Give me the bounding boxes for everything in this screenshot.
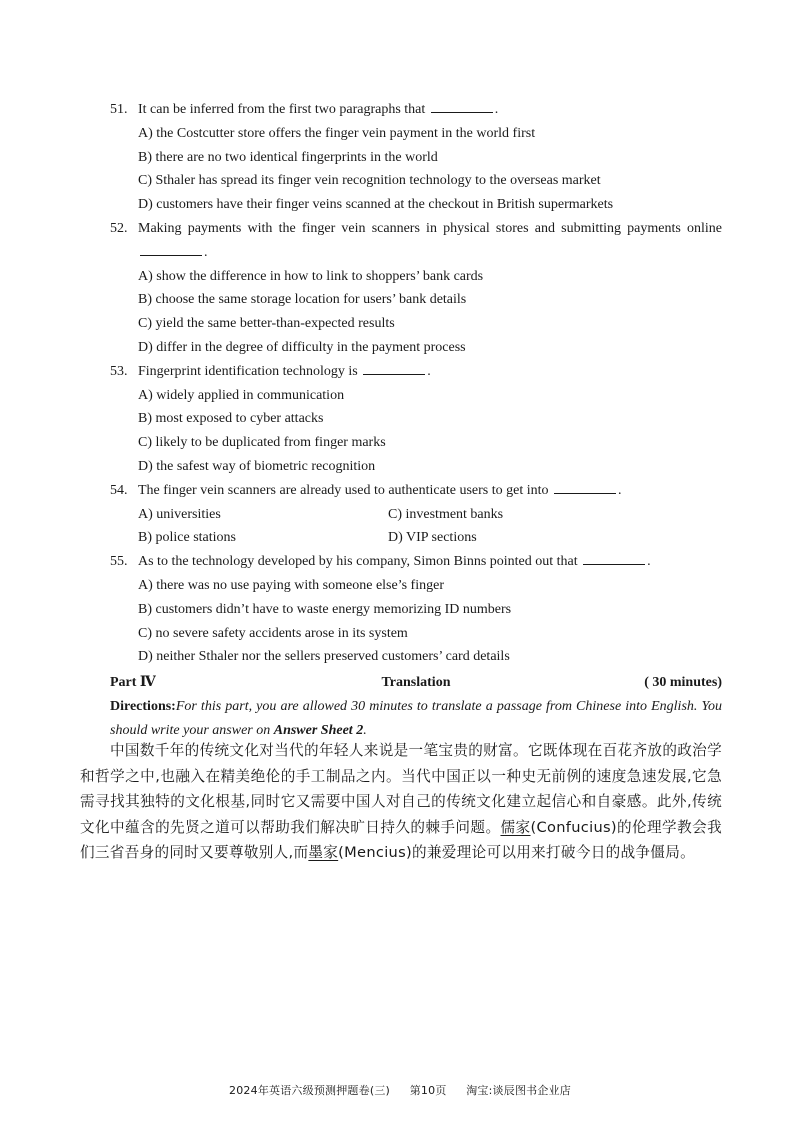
question-51: [110, 98, 722, 217]
option-b: B) police stations: [138, 530, 236, 546]
option-c: C) yield the same better-than-expected results: [138, 316, 395, 332]
question-52: [110, 217, 722, 360]
term-confucianism: 儒家: [500, 818, 531, 836]
answer-blank: [363, 361, 425, 375]
answer-blank: [554, 480, 616, 494]
directions-label: Directions:: [110, 699, 176, 715]
option-b: B) most exposed to cyber attacks: [138, 411, 324, 427]
question-stem: It can be inferred from the first two paragraphs that .: [110, 98, 722, 122]
footer-title: 2024年英语六级预测押题卷(三): [229, 1084, 391, 1097]
option-b: B) customers didn’t have to waste energy memorizing ID numbers: [138, 601, 512, 617]
question-53: [110, 360, 722, 479]
option-a: A) universities: [138, 506, 221, 522]
answer-blank: [583, 551, 645, 565]
question-54: [110, 479, 722, 550]
directions: Directions:For this part, you are allowed 30 minutes to translate a passage from Chinese into English. You should write your answer on Answer Sheet 2.: [110, 699, 722, 739]
part-time: ( 30 minutes): [644, 675, 722, 691]
part-header: [110, 671, 722, 695]
option-a: A) there was no use paying with someone else’s finger: [138, 577, 444, 593]
page-footer: [0, 1082, 800, 1098]
option-c: C) investment banks: [388, 506, 504, 522]
question-number: 54.: [110, 482, 128, 498]
footer-shop: 淘宝:谈辰图书企业店: [466, 1084, 571, 1097]
option-a: A) the Costcutter store offers the finger vein payment in the world first: [138, 125, 536, 141]
question-stem: The finger vein scanners are already used to authenticate users to get into .: [110, 479, 722, 503]
question-number: 51.: [110, 102, 128, 117]
option-b: B) choose the same storage location for users’ bank details: [138, 292, 467, 308]
option-c: C) no severe safety accidents arose in its system: [138, 625, 408, 641]
part-label: Part Ⅳ: [110, 675, 156, 691]
option-a: A) widely applied in communication: [138, 387, 345, 403]
option-c: C) likely to be duplicated from finger marks: [138, 435, 386, 451]
option-d: D) customers have their finger veins scanned at the checkout in British supermarkets: [138, 197, 614, 213]
question-stem: Fingerprint identification technology is .: [110, 360, 722, 384]
option-d: D) differ in the degree of difficulty in the payment process: [138, 339, 466, 355]
question-stem: As to the technology developed by his company, Simon Binns pointed out that .: [110, 550, 722, 574]
question-number: 52.: [110, 220, 128, 236]
part-title: Translation: [381, 675, 451, 691]
question-number: 55.: [110, 554, 128, 570]
term-mohism: 墨家: [308, 844, 339, 861]
answer-blank: [431, 99, 493, 113]
footer-page-number: 第10页: [409, 1084, 447, 1097]
option-b: B) there are no two identical fingerprints in the world: [138, 149, 438, 165]
question-number: 53.: [110, 363, 128, 379]
directions-body: For this part, you are allowed 30 minutes to translate a passage from Chinese into English. You should write your answer on: [110, 699, 722, 739]
option-a: A) show the difference in how to link to shoppers’ bank cards: [138, 268, 484, 284]
questions-section: [110, 98, 722, 743]
answer-sheet-label: Answer Sheet 2: [273, 723, 364, 739]
translation-passage: 中国数千年的传统文化对当代的年轻人来说是一笔宝贵的财富。它既体现在百花齐放的政治学和哲学之中,也融入在精美绝伦的手工制品之内。当代中国正以一种史无前例的速度急速发展,它急需寻找其独特的文化根基,同时它又需要中国人对自己的传统文化建立起信心和自豪感。此外,传统文化中蕴含的先贤之道可以帮助我们解决旷日持久的棘手问题。儒家(Confucius)的伦理学教会我们三省吾身的同时又要尊敬别人,而墨家(Mencius)的兼爱理论可以用来打破今日的战争僵局。: [80, 742, 723, 861]
option-c: C) Sthaler has spread its finger vein recognition technology to the overseas market: [138, 173, 601, 189]
options-grid: [110, 503, 722, 551]
question-stem: Making payments with the finger vein scanners in physical stores and submitting payments online .: [138, 220, 722, 260]
option-d: D) the safest way of biometric recognition: [138, 458, 376, 474]
option-d: D) VIP sections: [388, 530, 477, 546]
question-55: [110, 550, 722, 669]
answer-blank: [140, 242, 202, 256]
option-d: D) neither Sthaler nor the sellers preserved customers’ card details: [138, 649, 510, 665]
